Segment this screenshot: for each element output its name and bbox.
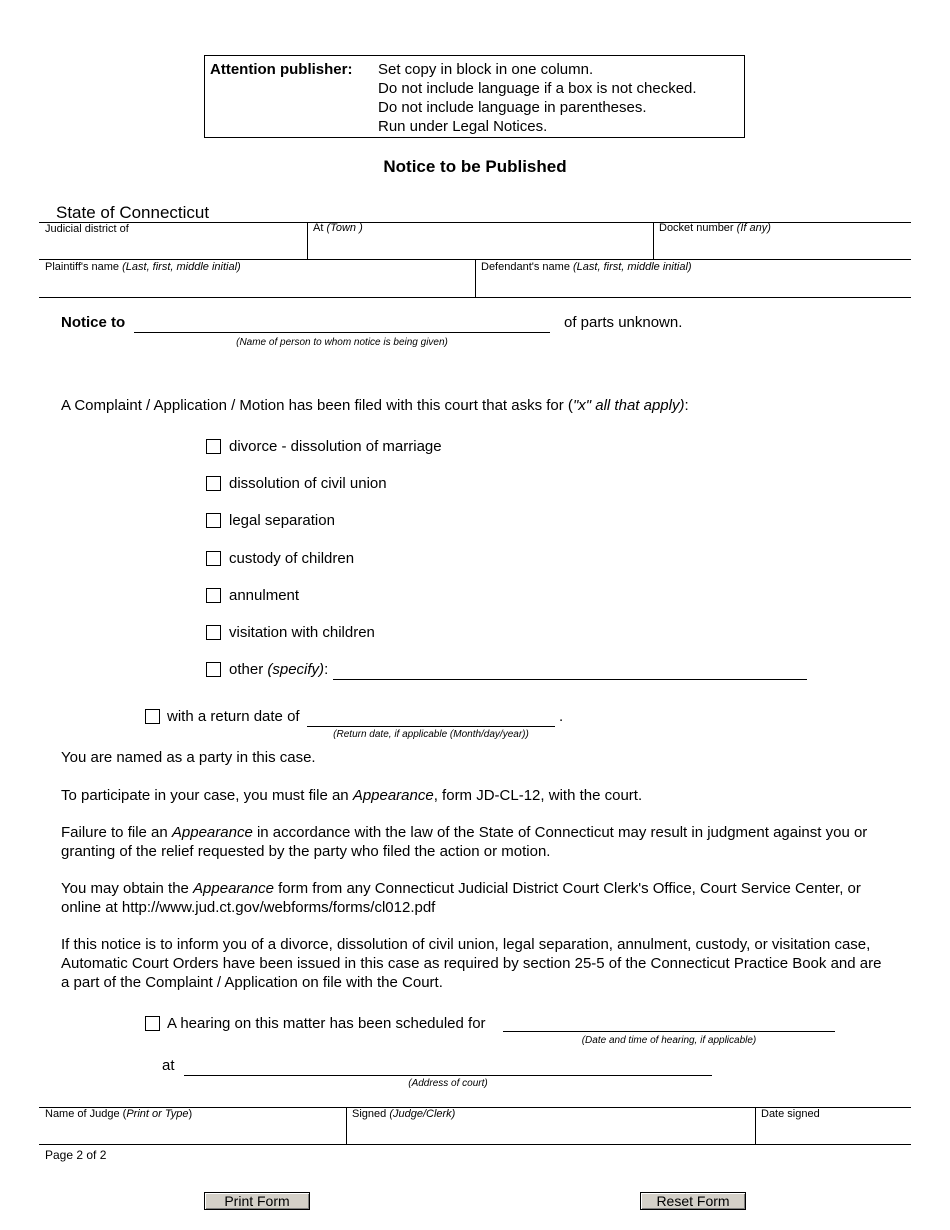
paragraph-failure [61,823,891,861]
attention-line: Do not include language if a box is not checked. [378,80,697,97]
option-label: legal separation [229,512,335,529]
reset-form-button[interactable]: Reset Form [640,1192,746,1210]
attention-line: Do not include language in parentheses. [378,99,647,116]
paragraph-appearance [61,786,891,805]
annulment-checkbox[interactable] [206,588,221,603]
town-label: At [313,222,324,234]
divorce-checkbox[interactable] [206,439,221,454]
other-checkbox[interactable] [206,662,221,677]
divider [653,222,654,260]
notice-to-input[interactable] [134,332,550,333]
judge-name-field[interactable] [45,1108,344,1144]
date-signed-label: Date signed [761,1108,820,1120]
print-form-button[interactable]: Print Form [204,1192,310,1210]
p2-italic: Appearance [352,787,434,804]
judicial-district-label: Judicial district of [45,223,129,235]
hearing-date-hint: (Date and time of hearing, if applicable) [581,1035,757,1046]
paragraph-obtain-form [61,879,891,917]
attention-label: Attention publisher: [210,61,353,78]
custody-checkbox[interactable] [206,551,221,566]
notice-to-suffix: of parts unknown. [564,314,683,331]
defendant-label: Defendant's name [481,261,570,273]
docket-label: Docket number [659,222,734,234]
divider [307,222,308,260]
notice-to-label: Notice to [61,314,126,331]
plaintiff-hint: (Last, first, middle initial) [122,261,241,273]
defendant-name-field[interactable] [481,261,909,297]
return-date-checkbox[interactable] [145,709,160,724]
p2-text-end: , form JD-CL-12, with the court. [433,787,643,804]
town-hint: (Town ) [326,222,363,234]
notice-to-hint: (Name of person to whom notice is being given) [236,337,448,348]
option-label: annulment [229,587,300,604]
option-label: visitation with children [229,624,375,641]
attention-lines [378,60,697,136]
p2-text: To participate in your case, you must file an [61,787,353,804]
paragraph-automatic-orders: If this notice is to inform you of a divorce, dissolution of civil union, legal separation, annulment, custody, or visitation case, Automatic Court Orders have been issued in this case as required by section 25-5 of the Connecticut Practice Book and are a part of the Complaint / Application on file with the Court. [61,936,882,991]
period: . [559,708,564,725]
paragraph-named-party: You are named as a party in this case. [61,749,316,766]
judge-label-end: ) [188,1108,193,1120]
complaint-intro-text: A Complaint / Application / Motion has been filed with this court that asks for ( [61,397,573,414]
docket-number-field[interactable] [659,222,909,259]
signed-hint: (Judge/Clerk) [389,1108,456,1120]
defendant-hint: (Last, first, middle initial) [573,261,692,273]
return-date-input[interactable] [307,726,555,727]
judge-label: Name of Judge ( [45,1108,127,1120]
state-label: State of Connecticut [56,203,210,222]
return-date-hint: (Return date, if applicable (Month/day/year)) [333,729,529,740]
option-label: divorce - dissolution of marriage [229,438,442,455]
docket-hint: (If any) [736,222,771,234]
plaintiff-name-field[interactable] [45,261,473,297]
attention-line: Set copy in block in one column. [378,61,594,78]
hearing-label: A hearing on this matter has been scheduled for [167,1015,486,1032]
hearing-at-label: at [162,1057,175,1074]
attention-box [204,55,745,138]
p4-text-end: form from any Connecticut Judicial District Court Clerk's Office, Court Service Center, or online at http://www.jud.ct.gov/webforms/forms/cl012.pdf [61,880,861,916]
hearing-checkbox[interactable] [145,1016,160,1031]
p3-text: Failure to file an [61,824,172,841]
signed-label: Signed [352,1108,387,1120]
hearing-date-input[interactable] [503,1031,835,1032]
other-specify-input[interactable] [333,679,807,680]
legal-separation-checkbox[interactable] [206,513,221,528]
divider [39,1144,911,1145]
court-address-hint: (Address of court) [408,1078,488,1089]
complaint-intro [61,396,689,415]
p4-italic: Appearance [193,880,274,897]
option-label: custody of children [229,550,355,567]
visitation-checkbox[interactable] [206,625,221,640]
other-label: other (specify): [229,661,329,678]
divider [755,1108,756,1145]
other-hint: (specify) [267,661,325,678]
civil-union-checkbox[interactable] [206,476,221,491]
judicial-district-field[interactable] [45,223,305,259]
page-title: Notice to be Published [383,157,567,176]
page-number: Page 2 of 2 [45,1148,107,1162]
p3-italic: Appearance [171,824,253,841]
town-field[interactable] [313,222,651,259]
plaintiff-label: Plaintiff's name [45,261,120,273]
signed-field[interactable] [352,1108,752,1144]
complaint-intro-italic: "x" all that apply) [572,397,685,414]
p4-text: You may obtain the [61,880,194,897]
divider [346,1108,347,1145]
other-text: other [229,661,264,678]
option-label: dissolution of civil union [229,475,387,492]
divider [475,260,476,298]
return-date-label: with a return date of [167,708,300,725]
judge-hint: Print or Type [126,1108,189,1120]
complaint-intro-end: : [684,397,689,414]
attention-line: Run under Legal Notices. [378,118,548,135]
date-signed-field[interactable] [761,1108,909,1144]
p3-text-end: in accordance with the law of the State of Connecticut may result in judgment against you or granting of the relief requested by the party who filed the action or motion. [61,824,868,860]
court-address-input[interactable] [184,1075,712,1076]
